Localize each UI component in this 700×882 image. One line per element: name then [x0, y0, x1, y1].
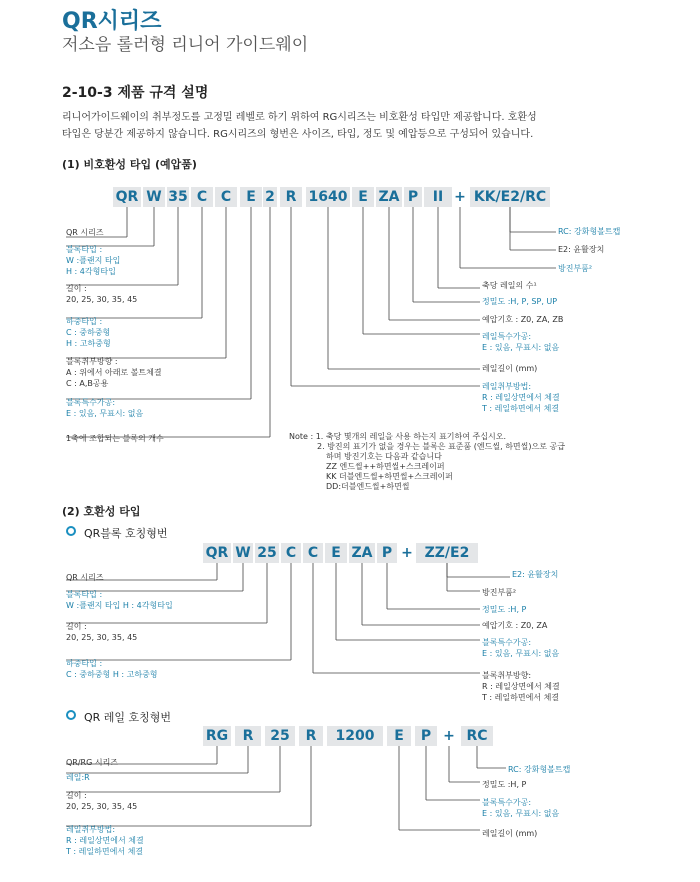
- p2b-right-label: 블록특수가공: E : 있음, 무표시: 없음: [482, 638, 560, 658]
- p2r-code-segment: R: [235, 726, 261, 746]
- p1-right-label: E2: 윤활장치: [558, 245, 605, 254]
- p2b-code-segment: +: [401, 545, 413, 561]
- note-line: 하며 방진기호는 다음과 같습니다: [326, 452, 442, 461]
- p2b-right-label: E2: 윤활장치: [512, 570, 559, 579]
- note-line: KK 더블엔드씰+하면씰+스크레이퍼: [326, 472, 453, 481]
- p2b-left-label: 하중타입 : C : 중하중형 H : 고하중형: [66, 659, 158, 679]
- p2b-code-segment: W: [233, 543, 253, 563]
- note-line: DD:더블엔드씰+하면씰: [326, 482, 410, 491]
- p2r-code-segment: R: [299, 726, 323, 746]
- p2b-code-segment: C: [281, 543, 301, 563]
- p1-code-segment: 2: [263, 187, 277, 207]
- p2r-code-segment: E: [387, 726, 411, 746]
- note-line: 2. 방진의 표기가 없을 경우는 블록은 표준품 (엔드씰, 하면씰)으로 공급: [317, 442, 565, 451]
- p2r-right-label: RC: 강화형볼트캡: [508, 765, 571, 774]
- p1-code-segment: II: [424, 187, 452, 207]
- p2b-code-segment: QR: [203, 543, 231, 563]
- note-line: Note : 1. 축당 몇개의 레일을 사용 하는지 표기하여 주십시오.: [289, 432, 506, 441]
- p2r-right-label: 블록특수가공: E : 있음, 무표시: 없음: [482, 798, 560, 818]
- p2r-right-label: 정밀도 :H, P: [482, 780, 527, 789]
- p2r-code-segment: RC: [461, 726, 493, 746]
- p2b-code-segment: C: [303, 543, 323, 563]
- p2r-code-segment: 1200: [327, 726, 383, 746]
- p1-code-segment: R: [280, 187, 302, 207]
- p1-right-label: 축당 레일의 수¹: [482, 281, 537, 290]
- p1-code-segment: C: [191, 187, 213, 207]
- p1-code-segment: E: [240, 187, 262, 207]
- note-line: ZZ 엔드씰++하면씰+스크레이퍼: [326, 462, 445, 471]
- p2b-left-label: QR 시리즈: [66, 573, 104, 582]
- p1-code-segment: ZA: [376, 187, 402, 207]
- p1-code-segment: +: [454, 189, 466, 205]
- block-heading: QR블록 호칭형번: [66, 525, 168, 541]
- p2b-code-segment: P: [377, 543, 397, 563]
- p1-right-label: 예압기호 : Z0, ZA, ZB: [482, 315, 564, 324]
- page-subtitle: 저소음 롤러형 리니어 가이드웨이: [62, 35, 309, 55]
- p2r-left-label: 레일취부방법: R : 레일상면에서 체결 T : 레일하면에서 체결: [66, 825, 144, 856]
- p2b-code-segment: ZZ/E2: [416, 543, 478, 563]
- p1-left-label: 1축에 조합되는 블록의 개수: [66, 434, 164, 443]
- p1-code-segment: E: [352, 187, 374, 207]
- p1-right-label: 정밀도 :H, P, SP, UP: [482, 297, 558, 306]
- p2b-right-label: 정밀도 :H, P: [482, 605, 527, 614]
- p2b-left-label: 블록타입 : W :플랜지 타입 H : 4각형타입: [66, 590, 173, 610]
- page-title: QR시리즈: [62, 9, 162, 34]
- p1-right-label: 레일취부방법: R : 레일상면에서 체결 T : 레일하면에서 체결: [482, 382, 560, 413]
- part2-heading: (2) 호환성 타입: [62, 505, 141, 518]
- p2r-left-label: 레일:R: [66, 773, 90, 782]
- p2b-code-segment: E: [325, 543, 347, 563]
- p1-code-segment: QR: [113, 187, 141, 207]
- section-title: 2-10-3 제품 규격 설명: [62, 85, 209, 101]
- p1-code-segment: C: [215, 187, 237, 207]
- part1-heading: (1) 비호환성 타입 (예압품): [62, 158, 197, 171]
- p1-left-label: 길이 : 20, 25, 30, 35, 45: [66, 284, 138, 304]
- rail-heading: QR 레일 호칭형번: [66, 709, 171, 725]
- p2b-right-label: 방진부품²: [482, 588, 517, 597]
- p1-right-label: 방진부품²: [558, 264, 593, 273]
- p1-code-segment: P: [404, 187, 422, 207]
- p2r-left-label: QR/RG 시리즈: [66, 758, 119, 767]
- p2b-right-label: 블록취부방향: R : 레일상면에서 체결 T : 레일하면에서 체결: [482, 671, 560, 702]
- p1-left-label: QR 시리즈: [66, 228, 104, 237]
- p1-code-segment: KK/E2/RC: [470, 187, 550, 207]
- p2r-code-segment: RG: [203, 726, 231, 746]
- p1-right-label: RC: 강화형볼트캡: [558, 227, 621, 236]
- p1-right-label: 레일특수가공: E : 있음, 무표시: 없음: [482, 332, 560, 352]
- p1-left-label: 블록취부방향 : A : 위에서 아래로 볼트체결 C : A,B공용: [66, 357, 162, 388]
- p2r-right-label: 레일길이 (mm): [482, 829, 538, 838]
- p1-left-label: 하중타입 : C : 중하중형 H : 고하중형: [66, 317, 111, 348]
- p2b-right-label: 예압기호 : Z0, ZA: [482, 621, 548, 630]
- section-desc-line1: 리니어가이드웨이의 취부정도를 고정밀 레벨로 하기 위하여 RG시리즈는 비호환성 타입만 제공합니다. 호환성: [62, 112, 537, 123]
- p2r-code-segment: +: [443, 728, 455, 744]
- p1-code-segment: 35: [168, 189, 188, 205]
- p2b-code-segment: 25: [255, 543, 279, 563]
- p1-left-label: 블록특수가공: E : 있음, 무표시: 없음: [66, 398, 144, 418]
- p2r-left-label: 길이 : 20, 25, 30, 35, 45: [66, 791, 138, 811]
- p1-right-label: 레일길이 (mm): [482, 364, 538, 373]
- p2b-left-label: 길이 : 20, 25, 30, 35, 45: [66, 622, 138, 642]
- p2b-code-segment: ZA: [349, 543, 375, 563]
- p1-code-segment: W: [143, 187, 165, 207]
- p2r-code-segment: 25: [265, 726, 295, 746]
- p1-left-label: 블록타입 : W :플랜지 타입 H : 4각형타입: [66, 245, 121, 276]
- section-desc-line2: 타입은 당분간 제공하지 않습니다. RG시리즈의 형번은 사이즈, 타입, 정도 및 예압등으로 구성되어 있습니다.: [62, 129, 534, 140]
- p2r-code-segment: P: [415, 726, 437, 746]
- p1-code-segment: 1640: [306, 187, 350, 207]
